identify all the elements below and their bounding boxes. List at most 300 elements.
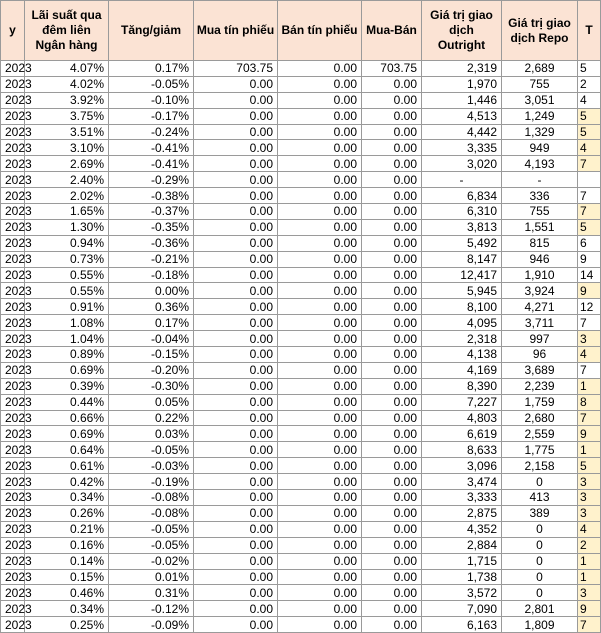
cell-last[interactable]: 1 (578, 553, 601, 569)
cell-change[interactable]: -0.29% (109, 172, 194, 188)
cell-net[interactable]: 0.00 (362, 442, 422, 458)
cell-outright[interactable]: 12,417 (422, 267, 502, 283)
cell-repo[interactable]: 413 (502, 490, 578, 506)
cell-last[interactable]: 7 (578, 617, 601, 633)
cell-change[interactable]: 0.17% (109, 315, 194, 331)
cell-change[interactable]: -0.19% (109, 474, 194, 490)
cell-repo[interactable]: 946 (502, 251, 578, 267)
cell-interbank-rate[interactable]: 0.69% (25, 362, 109, 378)
cell-change[interactable]: -0.36% (109, 235, 194, 251)
cell-date[interactable]: 2023 (1, 426, 25, 442)
cell-net[interactable]: 0.00 (362, 601, 422, 617)
cell-repo[interactable]: 1,329 (502, 124, 578, 140)
cell-bill-sell[interactable]: 0.00 (278, 394, 362, 410)
cell-change[interactable]: -0.10% (109, 92, 194, 108)
cell-date[interactable]: 2023 (1, 188, 25, 204)
cell-bill-sell[interactable]: 0.00 (278, 617, 362, 633)
cell-bill-sell[interactable]: 0.00 (278, 537, 362, 553)
cell-last[interactable]: 5 (578, 124, 601, 140)
cell-net[interactable]: 0.00 (362, 347, 422, 363)
cell-net[interactable]: 0.00 (362, 362, 422, 378)
cell-repo[interactable]: - (502, 172, 578, 188)
cell-outright[interactable]: 5,492 (422, 235, 502, 251)
cell-bill-sell[interactable]: 0.00 (278, 347, 362, 363)
cell-interbank-rate[interactable]: 3.10% (25, 140, 109, 156)
cell-bill-buy[interactable]: 0.00 (194, 378, 278, 394)
header-bill-buy[interactable]: Mua tín phiếu (194, 1, 278, 61)
cell-bill-buy[interactable]: 0.00 (194, 331, 278, 347)
cell-date[interactable]: 2023 (1, 505, 25, 521)
cell-bill-sell[interactable]: 0.00 (278, 553, 362, 569)
cell-net[interactable]: 0.00 (362, 92, 422, 108)
cell-net[interactable]: 0.00 (362, 299, 422, 315)
cell-change[interactable]: -0.05% (109, 76, 194, 92)
cell-date[interactable]: 2023 (1, 124, 25, 140)
cell-repo[interactable]: 0 (502, 474, 578, 490)
cell-interbank-rate[interactable]: 3.92% (25, 92, 109, 108)
cell-outright[interactable]: 3,096 (422, 458, 502, 474)
cell-bill-buy[interactable]: 0.00 (194, 124, 278, 140)
cell-interbank-rate[interactable]: 0.16% (25, 537, 109, 553)
cell-bill-sell[interactable]: 0.00 (278, 124, 362, 140)
cell-bill-buy[interactable]: 0.00 (194, 617, 278, 633)
cell-last[interactable]: 3 (578, 490, 601, 506)
cell-net[interactable]: 0.00 (362, 410, 422, 426)
cell-change[interactable]: -0.05% (109, 521, 194, 537)
cell-net[interactable]: 0.00 (362, 569, 422, 585)
cell-change[interactable]: -0.35% (109, 219, 194, 235)
cell-date[interactable]: 2023 (1, 315, 25, 331)
cell-bill-sell[interactable]: 0.00 (278, 267, 362, 283)
cell-outright[interactable]: 1,715 (422, 553, 502, 569)
cell-net[interactable]: 0.00 (362, 124, 422, 140)
cell-date[interactable]: 2023 (1, 219, 25, 235)
cell-change[interactable]: -0.41% (109, 140, 194, 156)
cell-date[interactable]: 2023 (1, 267, 25, 283)
cell-net[interactable]: 0.00 (362, 267, 422, 283)
cell-last[interactable]: 3 (578, 585, 601, 601)
cell-outright[interactable]: 1,970 (422, 76, 502, 92)
cell-repo[interactable]: 1,809 (502, 617, 578, 633)
cell-date[interactable]: 2023 (1, 283, 25, 299)
cell-interbank-rate[interactable]: 0.42% (25, 474, 109, 490)
cell-bill-buy[interactable]: 0.00 (194, 299, 278, 315)
cell-bill-sell[interactable]: 0.00 (278, 362, 362, 378)
cell-bill-buy[interactable]: 0.00 (194, 442, 278, 458)
cell-repo[interactable]: 4,271 (502, 299, 578, 315)
cell-last[interactable]: 4 (578, 521, 601, 537)
cell-date[interactable]: 2023 (1, 537, 25, 553)
cell-interbank-rate[interactable]: 0.21% (25, 521, 109, 537)
cell-repo[interactable]: 0 (502, 553, 578, 569)
cell-bill-buy[interactable]: 0.00 (194, 108, 278, 124)
cell-repo[interactable]: 1,775 (502, 442, 578, 458)
cell-interbank-rate[interactable]: 2.40% (25, 172, 109, 188)
cell-outright[interactable]: 3,813 (422, 219, 502, 235)
cell-date[interactable]: 2023 (1, 331, 25, 347)
cell-interbank-rate[interactable]: 1.08% (25, 315, 109, 331)
cell-date[interactable]: 2023 (1, 474, 25, 490)
cell-outright[interactable]: 4,138 (422, 347, 502, 363)
cell-last[interactable]: 7 (578, 362, 601, 378)
cell-date[interactable]: 2023 (1, 378, 25, 394)
cell-net[interactable]: 0.00 (362, 521, 422, 537)
cell-date[interactable]: 2023 (1, 410, 25, 426)
header-repo[interactable]: Giá trị giao dịch Repo (502, 1, 578, 61)
cell-outright[interactable]: 4,442 (422, 124, 502, 140)
cell-repo[interactable]: 949 (502, 140, 578, 156)
cell-net[interactable]: 0.00 (362, 172, 422, 188)
cell-change[interactable]: -0.21% (109, 251, 194, 267)
cell-date[interactable]: 2023 (1, 347, 25, 363)
cell-interbank-rate[interactable]: 0.15% (25, 569, 109, 585)
cell-last[interactable]: 1 (578, 569, 601, 585)
cell-last[interactable]: 7 (578, 188, 601, 204)
cell-interbank-rate[interactable]: 0.64% (25, 442, 109, 458)
cell-bill-sell[interactable]: 0.00 (278, 315, 362, 331)
cell-bill-buy[interactable]: 0.00 (194, 347, 278, 363)
cell-change[interactable]: -0.05% (109, 442, 194, 458)
cell-last[interactable]: 7 (578, 410, 601, 426)
cell-net[interactable]: 0.00 (362, 140, 422, 156)
cell-last[interactable]: 1 (578, 442, 601, 458)
cell-outright[interactable]: 8,633 (422, 442, 502, 458)
cell-net[interactable]: 0.00 (362, 458, 422, 474)
cell-bill-sell[interactable]: 0.00 (278, 458, 362, 474)
cell-bill-buy[interactable]: 0.00 (194, 235, 278, 251)
cell-date[interactable]: 2023 (1, 442, 25, 458)
cell-net[interactable]: 703.75 (362, 61, 422, 77)
cell-bill-sell[interactable]: 0.00 (278, 92, 362, 108)
cell-net[interactable]: 0.00 (362, 426, 422, 442)
cell-repo[interactable]: 0 (502, 521, 578, 537)
cell-date[interactable]: 2023 (1, 204, 25, 220)
cell-bill-sell[interactable]: 0.00 (278, 410, 362, 426)
cell-net[interactable]: 0.00 (362, 76, 422, 92)
cell-repo[interactable]: 1,759 (502, 394, 578, 410)
cell-repo[interactable]: 2,801 (502, 601, 578, 617)
cell-change[interactable]: -0.41% (109, 156, 194, 172)
cell-interbank-rate[interactable]: 0.61% (25, 458, 109, 474)
cell-bill-sell[interactable]: 0.00 (278, 426, 362, 442)
cell-bill-sell[interactable]: 0.00 (278, 331, 362, 347)
header-change[interactable]: Tăng/giảm (109, 1, 194, 61)
cell-bill-buy[interactable]: 0.00 (194, 490, 278, 506)
cell-change[interactable]: 0.31% (109, 585, 194, 601)
cell-interbank-rate[interactable]: 0.26% (25, 505, 109, 521)
cell-repo[interactable]: 4,193 (502, 156, 578, 172)
cell-change[interactable]: -0.08% (109, 490, 194, 506)
cell-outright[interactable]: 3,335 (422, 140, 502, 156)
cell-last[interactable]: 3 (578, 474, 601, 490)
cell-bill-sell[interactable]: 0.00 (278, 569, 362, 585)
cell-net[interactable]: 0.00 (362, 331, 422, 347)
cell-repo[interactable]: 3,689 (502, 362, 578, 378)
cell-bill-sell[interactable]: 0.00 (278, 505, 362, 521)
cell-change[interactable]: -0.18% (109, 267, 194, 283)
cell-change[interactable]: -0.02% (109, 553, 194, 569)
cell-change[interactable]: -0.38% (109, 188, 194, 204)
cell-outright[interactable]: 2,884 (422, 537, 502, 553)
cell-interbank-rate[interactable]: 0.73% (25, 251, 109, 267)
cell-repo[interactable]: 3,924 (502, 283, 578, 299)
cell-last[interactable]: 3 (578, 505, 601, 521)
cell-last[interactable]: 7 (578, 315, 601, 331)
cell-date[interactable]: 2023 (1, 251, 25, 267)
cell-repo[interactable]: 0 (502, 537, 578, 553)
cell-bill-sell[interactable]: 0.00 (278, 204, 362, 220)
cell-interbank-rate[interactable]: 0.89% (25, 347, 109, 363)
cell-last[interactable]: 5 (578, 61, 601, 77)
cell-last[interactable]: 4 (578, 92, 601, 108)
cell-outright[interactable]: 3,474 (422, 474, 502, 490)
cell-repo[interactable]: 755 (502, 204, 578, 220)
cell-repo[interactable]: 1,910 (502, 267, 578, 283)
cell-repo[interactable]: 3,051 (502, 92, 578, 108)
cell-net[interactable]: 0.00 (362, 553, 422, 569)
cell-repo[interactable]: 96 (502, 347, 578, 363)
cell-bill-sell[interactable]: 0.00 (278, 235, 362, 251)
cell-bill-sell[interactable]: 0.00 (278, 442, 362, 458)
cell-change[interactable]: -0.04% (109, 331, 194, 347)
cell-outright[interactable]: 3,572 (422, 585, 502, 601)
cell-outright[interactable]: 8,147 (422, 251, 502, 267)
cell-interbank-rate[interactable]: 0.44% (25, 394, 109, 410)
cell-change[interactable]: -0.37% (109, 204, 194, 220)
cell-outright[interactable]: 6,310 (422, 204, 502, 220)
cell-interbank-rate[interactable]: 0.34% (25, 490, 109, 506)
cell-date[interactable]: 2023 (1, 458, 25, 474)
cell-date[interactable]: 2023 (1, 601, 25, 617)
cell-repo[interactable]: 755 (502, 76, 578, 92)
cell-repo[interactable]: 815 (502, 235, 578, 251)
cell-last[interactable]: 9 (578, 251, 601, 267)
cell-last[interactable]: 4 (578, 140, 601, 156)
cell-bill-buy[interactable]: 0.00 (194, 505, 278, 521)
cell-bill-buy[interactable]: 0.00 (194, 410, 278, 426)
cell-bill-buy[interactable]: 0.00 (194, 458, 278, 474)
cell-outright[interactable]: 1,738 (422, 569, 502, 585)
cell-date[interactable]: 2023 (1, 617, 25, 633)
cell-date[interactable]: 2023 (1, 156, 25, 172)
cell-net[interactable]: 0.00 (362, 235, 422, 251)
cell-bill-buy[interactable]: 0.00 (194, 283, 278, 299)
cell-outright[interactable]: 6,163 (422, 617, 502, 633)
cell-bill-sell[interactable]: 0.00 (278, 188, 362, 204)
cell-repo[interactable]: 1,249 (502, 108, 578, 124)
cell-last[interactable]: 9 (578, 283, 601, 299)
cell-change[interactable]: 0.17% (109, 61, 194, 77)
cell-date[interactable]: 2023 (1, 76, 25, 92)
cell-interbank-rate[interactable]: 4.07% (25, 61, 109, 77)
cell-bill-buy[interactable]: 0.00 (194, 474, 278, 490)
cell-outright[interactable]: 8,100 (422, 299, 502, 315)
cell-bill-sell[interactable]: 0.00 (278, 474, 362, 490)
cell-change[interactable]: 0.01% (109, 569, 194, 585)
cell-change[interactable]: -0.03% (109, 458, 194, 474)
cell-last[interactable]: 5 (578, 108, 601, 124)
cell-net[interactable]: 0.00 (362, 188, 422, 204)
cell-net[interactable]: 0.00 (362, 617, 422, 633)
cell-bill-buy[interactable]: 0.00 (194, 140, 278, 156)
cell-bill-sell[interactable]: 0.00 (278, 156, 362, 172)
cell-outright[interactable]: 4,352 (422, 521, 502, 537)
cell-change[interactable]: 0.03% (109, 426, 194, 442)
header-net[interactable]: Mua-Bán (362, 1, 422, 61)
cell-bill-sell[interactable]: 0.00 (278, 283, 362, 299)
cell-date[interactable]: 2023 (1, 299, 25, 315)
cell-repo[interactable]: 1,551 (502, 219, 578, 235)
header-interbank-rate[interactable]: Lãi suất qua đêm liên Ngân hàng (25, 1, 109, 61)
header-bill-sell[interactable]: Bán tín phiếu (278, 1, 362, 61)
cell-bill-buy[interactable]: 0.00 (194, 426, 278, 442)
cell-repo[interactable]: 2,239 (502, 378, 578, 394)
cell-bill-buy[interactable]: 0.00 (194, 585, 278, 601)
cell-interbank-rate[interactable]: 0.14% (25, 553, 109, 569)
cell-change[interactable]: -0.24% (109, 124, 194, 140)
cell-interbank-rate[interactable]: 0.34% (25, 601, 109, 617)
cell-last[interactable] (578, 172, 601, 188)
cell-date[interactable]: 2023 (1, 585, 25, 601)
cell-bill-sell[interactable]: 0.00 (278, 585, 362, 601)
cell-interbank-rate[interactable]: 0.55% (25, 267, 109, 283)
cell-interbank-rate[interactable]: 3.51% (25, 124, 109, 140)
cell-repo[interactable]: 2,158 (502, 458, 578, 474)
cell-bill-sell[interactable]: 0.00 (278, 490, 362, 506)
cell-date[interactable]: 2023 (1, 394, 25, 410)
cell-change[interactable]: -0.20% (109, 362, 194, 378)
cell-bill-buy[interactable]: 0.00 (194, 251, 278, 267)
cell-net[interactable]: 0.00 (362, 315, 422, 331)
cell-bill-sell[interactable]: 0.00 (278, 108, 362, 124)
cell-last[interactable]: 9 (578, 601, 601, 617)
cell-interbank-rate[interactable]: 0.69% (25, 426, 109, 442)
cell-bill-buy[interactable]: 0.00 (194, 92, 278, 108)
cell-interbank-rate[interactable]: 0.66% (25, 410, 109, 426)
cell-bill-buy[interactable]: 0.00 (194, 569, 278, 585)
cell-interbank-rate[interactable]: 1.04% (25, 331, 109, 347)
cell-outright[interactable]: 1,446 (422, 92, 502, 108)
cell-net[interactable]: 0.00 (362, 251, 422, 267)
cell-change[interactable]: 0.22% (109, 410, 194, 426)
cell-net[interactable]: 0.00 (362, 474, 422, 490)
cell-bill-buy[interactable]: 0.00 (194, 521, 278, 537)
cell-interbank-rate[interactable]: 1.65% (25, 204, 109, 220)
cell-last[interactable]: 6 (578, 235, 601, 251)
cell-interbank-rate[interactable]: 0.39% (25, 378, 109, 394)
cell-net[interactable]: 0.00 (362, 505, 422, 521)
cell-outright[interactable]: 2,875 (422, 505, 502, 521)
cell-last[interactable]: 5 (578, 219, 601, 235)
cell-last[interactable]: 12 (578, 299, 601, 315)
cell-interbank-rate[interactable]: 1.30% (25, 219, 109, 235)
cell-interbank-rate[interactable]: 0.94% (25, 235, 109, 251)
cell-change[interactable]: -0.30% (109, 378, 194, 394)
cell-bill-sell[interactable]: 0.00 (278, 601, 362, 617)
cell-bill-sell[interactable]: 0.00 (278, 299, 362, 315)
cell-date[interactable]: 2023 (1, 490, 25, 506)
cell-date[interactable]: 2023 (1, 569, 25, 585)
cell-change[interactable]: -0.08% (109, 505, 194, 521)
cell-repo[interactable]: 997 (502, 331, 578, 347)
cell-date[interactable]: 2023 (1, 92, 25, 108)
cell-interbank-rate[interactable]: 0.46% (25, 585, 109, 601)
cell-date[interactable]: 2023 (1, 140, 25, 156)
cell-bill-buy[interactable]: 0.00 (194, 267, 278, 283)
cell-change[interactable]: -0.17% (109, 108, 194, 124)
cell-date[interactable]: 2023 (1, 362, 25, 378)
cell-bill-buy[interactable]: 0.00 (194, 553, 278, 569)
cell-bill-sell[interactable]: 0.00 (278, 140, 362, 156)
cell-interbank-rate[interactable]: 0.25% (25, 617, 109, 633)
cell-repo[interactable]: 0 (502, 569, 578, 585)
header-last[interactable]: T (578, 1, 601, 61)
cell-bill-sell[interactable]: 0.00 (278, 219, 362, 235)
cell-bill-sell[interactable]: 0.00 (278, 61, 362, 77)
cell-bill-buy[interactable]: 0.00 (194, 601, 278, 617)
cell-change[interactable]: -0.05% (109, 537, 194, 553)
cell-change[interactable]: 0.36% (109, 299, 194, 315)
cell-bill-buy[interactable]: 0.00 (194, 362, 278, 378)
cell-net[interactable]: 0.00 (362, 585, 422, 601)
cell-last[interactable]: 7 (578, 204, 601, 220)
cell-bill-sell[interactable]: 0.00 (278, 76, 362, 92)
cell-bill-buy[interactable]: 0.00 (194, 204, 278, 220)
cell-date[interactable]: 2023 (1, 61, 25, 77)
cell-outright[interactable]: 4,169 (422, 362, 502, 378)
cell-date[interactable]: 2023 (1, 521, 25, 537)
cell-outright[interactable]: 4,803 (422, 410, 502, 426)
cell-repo[interactable]: 2,689 (502, 61, 578, 77)
cell-bill-buy[interactable]: 0.00 (194, 394, 278, 410)
cell-last[interactable]: 1 (578, 378, 601, 394)
cell-last[interactable]: 4 (578, 347, 601, 363)
cell-net[interactable]: 0.00 (362, 378, 422, 394)
cell-outright[interactable]: 6,619 (422, 426, 502, 442)
cell-outright[interactable]: 4,095 (422, 315, 502, 331)
cell-bill-buy[interactable]: 0.00 (194, 315, 278, 331)
cell-last[interactable]: 9 (578, 426, 601, 442)
cell-net[interactable]: 0.00 (362, 537, 422, 553)
cell-last[interactable]: 5 (578, 458, 601, 474)
cell-repo[interactable]: 2,559 (502, 426, 578, 442)
cell-interbank-rate[interactable]: 2.02% (25, 188, 109, 204)
cell-bill-sell[interactable]: 0.00 (278, 172, 362, 188)
header-date[interactable]: y (1, 1, 25, 61)
cell-bill-sell[interactable]: 0.00 (278, 378, 362, 394)
cell-change[interactable]: -0.15% (109, 347, 194, 363)
cell-last[interactable]: 7 (578, 156, 601, 172)
cell-date[interactable]: 2023 (1, 235, 25, 251)
cell-repo[interactable]: 3,711 (502, 315, 578, 331)
cell-bill-sell[interactable]: 0.00 (278, 251, 362, 267)
cell-outright[interactable]: 6,834 (422, 188, 502, 204)
cell-bill-buy[interactable]: 0.00 (194, 156, 278, 172)
cell-bill-buy[interactable]: 0.00 (194, 76, 278, 92)
cell-outright[interactable]: 5,945 (422, 283, 502, 299)
cell-bill-buy[interactable]: 0.00 (194, 188, 278, 204)
cell-last[interactable]: 8 (578, 394, 601, 410)
cell-last[interactable]: 2 (578, 76, 601, 92)
cell-bill-buy[interactable]: 0.00 (194, 172, 278, 188)
cell-net[interactable]: 0.00 (362, 394, 422, 410)
cell-net[interactable]: 0.00 (362, 156, 422, 172)
cell-outright[interactable]: 7,090 (422, 601, 502, 617)
cell-interbank-rate[interactable]: 4.02% (25, 76, 109, 92)
cell-net[interactable]: 0.00 (362, 219, 422, 235)
cell-repo[interactable]: 0 (502, 585, 578, 601)
cell-change[interactable]: 0.00% (109, 283, 194, 299)
